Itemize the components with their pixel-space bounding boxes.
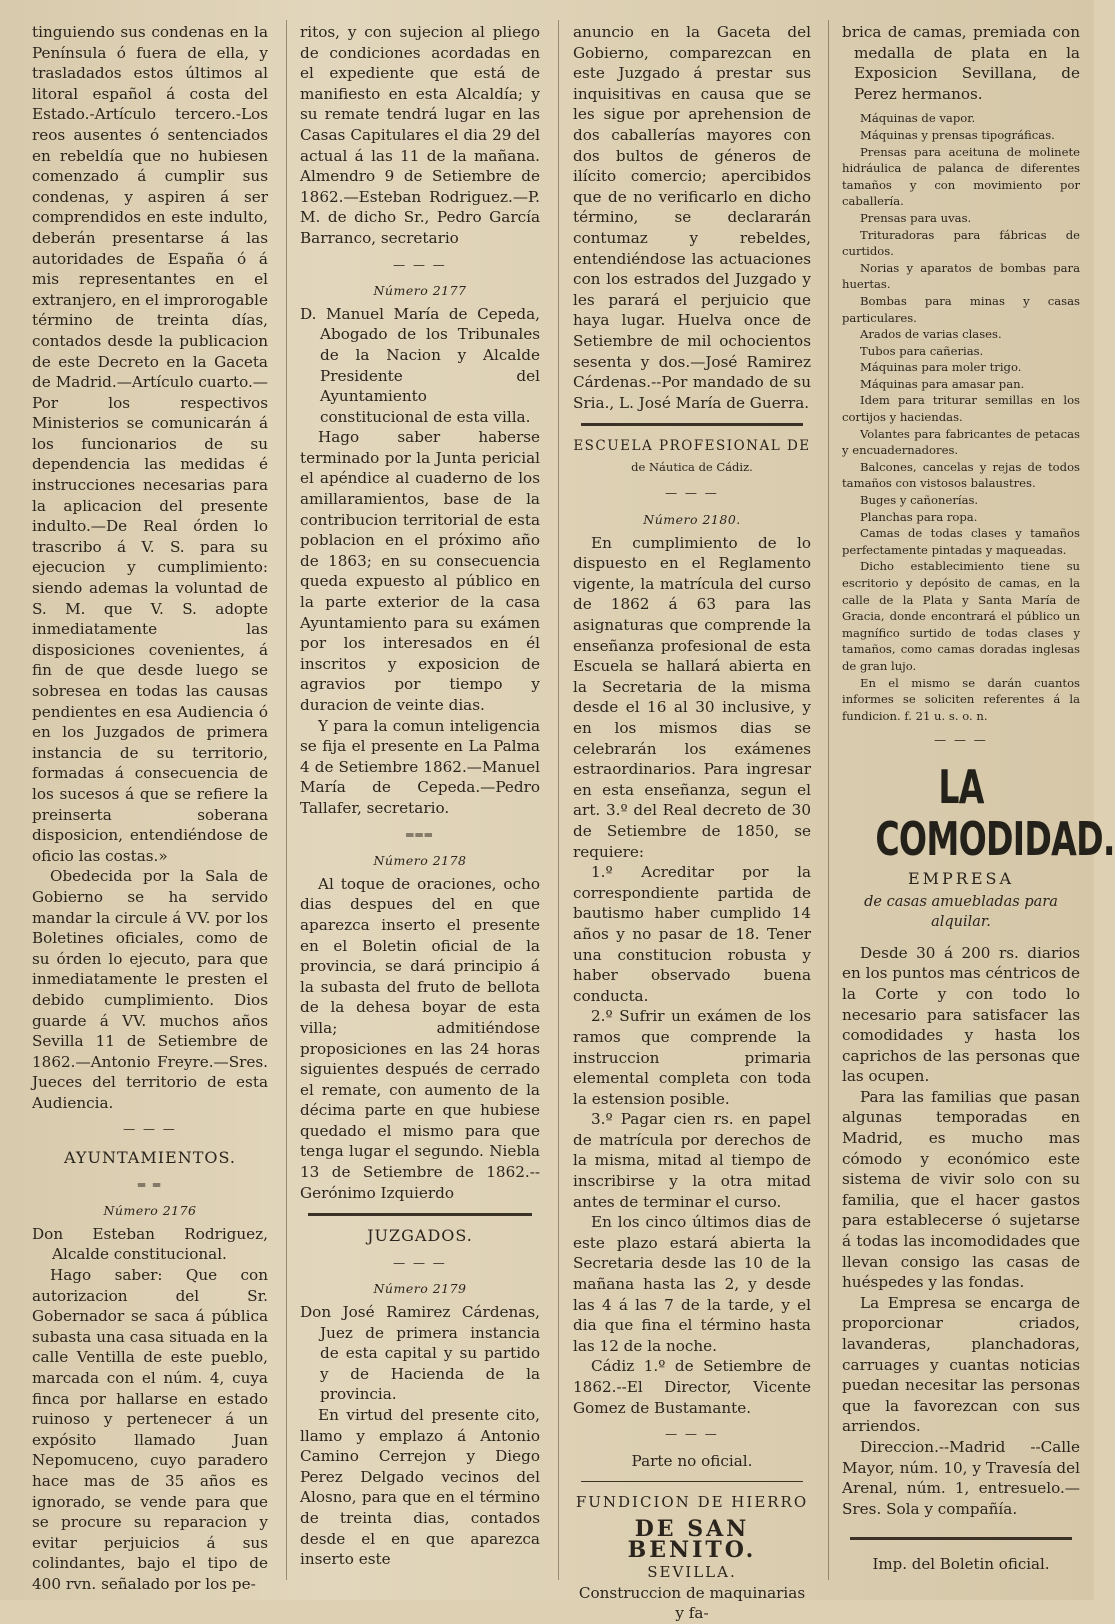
column-3 <box>573 22 811 1624</box>
column-rule <box>558 20 559 1580</box>
list-item: Máquinas de vapor. <box>860 111 976 126</box>
list-item: Máquinas y prensas tipográficas. <box>860 127 1055 142</box>
advert-heading: FUNDICION DE HIERRO <box>575 1493 809 1512</box>
paragraph: 2.º Sufrir un exámen de los ramos que comprende la instruccion primaria elemental completa con toda la estension posible. <box>573 1007 811 1108</box>
paragraph: En cumplimiento de lo dispuesto en el Reglamento vigente, la matrícula del curso de 1862 á 63 para las asignaturas que comprende la enseñanza profesional de esta Escuela se hallará abierta en la Secretaria de la misma desde el 16 al 30 inclusive, y en los mismos dias se celebrarán los exámenes estraordinarios. Para ingresar en esta enseñanza, segun el art. 3.º del Real decreto de 30 de Setiembre de 1850, se requiere: <box>573 533 811 861</box>
list-item: Máquinas para amasar pan. <box>860 376 1025 391</box>
column-1 <box>32 22 268 1595</box>
paragraph: Obedecida por la Sala de Gobierno se ha servido mandar la circule á VV. por los Boletines oficiales, como de su órden lo ejecuto, para que inmediatamente le presten el debido cumplimiento. Dios guarde á VV. muchos años Sevilla 11 de Setiembre de 1862.—Antonio Freyre.—Sres. Jueces del territorio de esta Audiencia. <box>32 867 268 1112</box>
ornament: — — — <box>123 1122 177 1137</box>
paragraph: brica de camas, premiada con medalla de plata en la Exposicion Sevillana, de Perez hermanos. <box>842 23 1080 103</box>
column-rule <box>286 20 287 1580</box>
list-item: Camas de todas clases y tamaños perfectamente pintadas y maqueadas. <box>842 526 1080 557</box>
notice-number: Número 2179 <box>373 1281 467 1297</box>
product-list <box>842 110 1080 724</box>
list-item: Arados de varias clases. <box>860 327 1002 342</box>
paragraph: En virtud del presente cito, llamo y emplazo á Antonio Camino Cerrejon y Diego Perez Delgado vecinos del Alosno, para que en el término de treinta dias, contados desde el en que aparezca inserto este <box>300 1406 540 1569</box>
list-item: Planchas para ropa. <box>860 509 978 524</box>
paragraph: 1.º Acreditar por la correspondiente partida de bautismo haber cumplido 14 años y no pasar de 18. Tener una constitucion robusta y haber observado buena conducta. <box>573 863 811 1005</box>
column-4 <box>842 22 1115 1575</box>
paragraph: En el mismo se darán cuantos informes se soliciten referentes á la fundicion. f. 21 u. s. o. n. <box>842 675 1080 723</box>
notice-number: Número 2177 <box>373 283 467 299</box>
notice-number: Número 2176 <box>103 1203 197 1219</box>
section-rule <box>308 1213 532 1216</box>
ornament: ═══ <box>406 827 434 842</box>
paragraph: Don José Ramirez Cárdenas, Juez de primera instancia de esta capital y su partido y de Hacienda de la provincia. <box>300 1303 540 1404</box>
paragraph: Don Esteban Rodriguez, Alcalde constitucional. <box>32 1224 268 1264</box>
ornament: — — — <box>665 486 719 501</box>
ornament: — — — <box>665 1427 719 1442</box>
paragraph: 3.º Pagar cien rs. en papel de matrícula por derechos de la misma, mitad al tiempo de inscribirse y la otra mitad antes de terminar el curso. <box>573 1110 811 1211</box>
paragraph: La Empresa se encarga de proporcionar criados, lavanderas, planchadoras, carruages y cuantas noticias puedan necesitar las personas que la favorezcan con sus arriendos. <box>842 1293 1080 1436</box>
list-item: Tubos para cañerias. <box>860 343 984 358</box>
list-item: Bombas para minas y casas particulares. <box>842 293 1080 325</box>
paragraph: En los cinco últimos dias de este plazo estará abierta la Secretaria desde las 10 de la mañana hasta las 2, y desde las 4 á las 7 de la tarde, y el dia que fina el término hasta las 12 de la noche. <box>573 1213 811 1355</box>
list-item: Prensas para aceituna de molinete hidráulica de palanca de diferentes tamaños y con movimiento por caballería. <box>842 144 1080 209</box>
paragraph: tinguiendo sus condenas en la Península ó fuera de ella, y trasladados estos últimos al litoral español á costa del Estado.-Artículo tercero.-Los reos ausentes ó sentenciados en rebeldía que no hubiesen comenzado á cumplir sus condenas, y aspiren á ser comprendidos en este indulto, deberán presentarse á las autoridades de España ó á mis representantes en el extranjero, en el improrogable término de treinta días, contados desde la publicacion de este Decreto en la Gaceta de Madrid.—Artículo cuarto.—Por los respectivos Ministerios se comunicarán á los funcionarios de su dependencia las medidas é instrucciones necesarias para la aplicacion del presente indulto.—De Real órden lo trascribo á V. S. para su ejecucion y cumplimiento: siendo ademas la voluntad de S. M. que V. S. adopte inmediatamente las disposiciones covenientes, á fin de que desde luego se sobresea en todas las causas pendientes en esa Audiencia ó en los Juzgados de primera instancia de su territorio, formadas á consecuencia de los sucesos á que se refiere la preinserta soberana disposicion, entendiéndose de oficio las costas.» <box>32 23 268 865</box>
list-item: Trituradoras para fábricas de curtidos. <box>842 227 1080 259</box>
paragraph: Al toque de oraciones, ocho dias despues del en que aparezca inserto el presente en el Boletin oficial de la provincia, se dará principio á la subasta del fruto de bellota de la dehesa boyar de esta villa; admitiéndose proposiciones en las 24 horas siguientes después de cerrado el remate, con aumento de la décima parte en que hubiese quedado el mismo para que tenga lugar el segundo. Niebla 13 de Setiembre de 1862.--Gerónimo Izquierdo <box>300 874 540 1202</box>
notice-number: Número 2178 <box>373 853 467 869</box>
column-2 <box>300 22 540 1570</box>
advert-title: LA COMODIDAD. <box>875 759 1115 866</box>
paragraph: D. Manuel María de Cepeda, Abogado de los Tribunales de la Nacion y Alcalde Presidente del Ayuntamiento constitucional de esta villa. <box>300 304 540 426</box>
paragraph: Construccion de maquinarias y fa- <box>578 1583 806 1623</box>
list-item: Balcones, cancelas y rejas de todos tamaños con vistosos balaustres. <box>842 459 1080 491</box>
paragraph: Cádiz 1.º de Setiembre de 1862.--El Director, Vicente Gomez de Bustamante. <box>573 1357 811 1417</box>
section-heading: ESCUELA PROFESIONAL DE <box>573 438 811 455</box>
advert-heading: EMPRESA <box>907 868 1015 888</box>
ornament: — — — <box>393 257 447 272</box>
section-subheading: de Náutica de Cádiz. <box>631 459 753 474</box>
paragraph: ritos, y con sujecion al pliego de condiciones acordadas en el expediente que está de manifiesto en esta Alcaldía; y su remate tendrá lugar en las Casas Capitulares el dia 29 del actual á las 11 de la mañana. Almendro 9 de Setiembre de 1862.—Esteban Rodriguez.—P. M. de dicho Sr., Pedro García Barranco, secretario <box>300 23 540 247</box>
ornament: ═ ═ <box>137 1177 163 1192</box>
advert-subheading: de casas amuebladas para alquilar. <box>864 893 1058 931</box>
paragraph: Direccion.--Madrid --Calle Mayor, núm. 10, y Travesía del Arenal, núm. 1, entresuelo.—Sres. Sola y compañía. <box>842 1437 1080 1518</box>
paragraph: anuncio en la Gaceta del Gobierno, comparezcan en este Juzgado á prestar sus inquisitivas en causa que se les sigue por aprehension de dos caballerías mayores con dos bultos de géneros de ilícito comercio; apercibidos que de no verificarlo en dicho término, se declararán contumaz y rebeldes, entendiéndose las actuaciones con los estrados del Juzgado y les parará el perjuicio que haya lugar. Huelva once de Setiembre de mil ochocientos sesenta y dos.—José Ramirez Cárdenas.--Por mandado de su Sria., L. José María de Guerra. <box>573 23 811 412</box>
section-heading: AYUNTAMIENTOS. <box>64 1148 236 1168</box>
list-item: Buges y cañonerías. <box>860 493 979 508</box>
section-rule <box>581 423 803 426</box>
ornament: — — — <box>934 733 988 748</box>
list-item: Idem para triturar semillas en los cortijos y haciendas. <box>842 393 1080 425</box>
paragraph: Hago saber: Que con autorizacion del Sr. Gobernador se saca á pública subasta una casa situada en la calle Ventilla de este pueblo, marcada con el núm. 4, cuya finca por hallarse en estado ruinoso y pertenecer á un expósito llamado Juan Nepomuceno, cuyo paradero hace mas de 35 años es ignorado, se vende para que se procure su reparacion y evitar perjuicios á sus colindantes, bajo el tipo de 400 rvn. señalado por los pe- <box>32 1266 268 1593</box>
section-heading: JUZGADOS. <box>367 1226 473 1246</box>
paragraph: Dicho establecimiento tiene su escritorio y depósito de camas, en la calle de la Plata y Santa María de Gracia, donde encontrará el público un magnífico surtido de todas clases y tamaños, como camas doradas inglesas de gran lujo. <box>842 559 1080 673</box>
list-item: Máquinas para moler trigo. <box>860 360 1022 375</box>
paragraph: Y para la comun inteligencia se fija el presente en La Palma 4 de Setiembre 1862.—Manuel María de Cepeda.—Pedro Tallafer, secretario. <box>300 716 540 817</box>
section-rule <box>850 1537 1072 1540</box>
list-item: Norias y aparatos de bombas para huertas. <box>842 260 1080 292</box>
paragraph: Desde 30 á 200 rs. diarios en los puntos mas céntricos de la Corte y con todo lo necesario para satisfacer las comodidades y hasta los caprichos de las personas que las ocupen. <box>842 943 1080 1086</box>
section-rule <box>581 1481 803 1482</box>
list-item: Volantes para fabricantes de petacas y encuadernadores. <box>842 426 1080 458</box>
printer-imprint: Imp. del Boletin oficial. <box>872 1555 1050 1574</box>
ornament: — — — <box>393 1255 447 1270</box>
paragraph: Para las familias que pasan algunas temporadas en Madrid, es mucho mas cómodo y económico este sistema de vivir solo con su familia, que el hacer gastos para establecerse ó sujetarse á todas las incomodidades que llevan consigo las casas de huéspedes y las fondas. <box>842 1087 1080 1292</box>
list-item: Prensas para uvas. <box>860 210 972 225</box>
paragraph: Hago saber haberse terminado por la Junta pericial el apéndice al cuaderno de los amillaramientos, base de la contribucion territorial de esta poblacion en el próximo año de 1863; en su consecuencia queda expuesto al público en la parte exterior de la casa Ayuntamiento para su exámen por los interesados en él inscritos y exposicion de agravios por tiempo y duracion de veinte dias. <box>300 428 540 714</box>
advert-heading: SEVILLA. <box>647 1563 737 1582</box>
section-heading: Parte no oficial. <box>631 1451 753 1470</box>
notice-number: Número 2180. <box>643 512 741 528</box>
column-rule <box>828 20 829 1580</box>
advert-title: DE SAN BENITO. <box>627 1515 757 1563</box>
